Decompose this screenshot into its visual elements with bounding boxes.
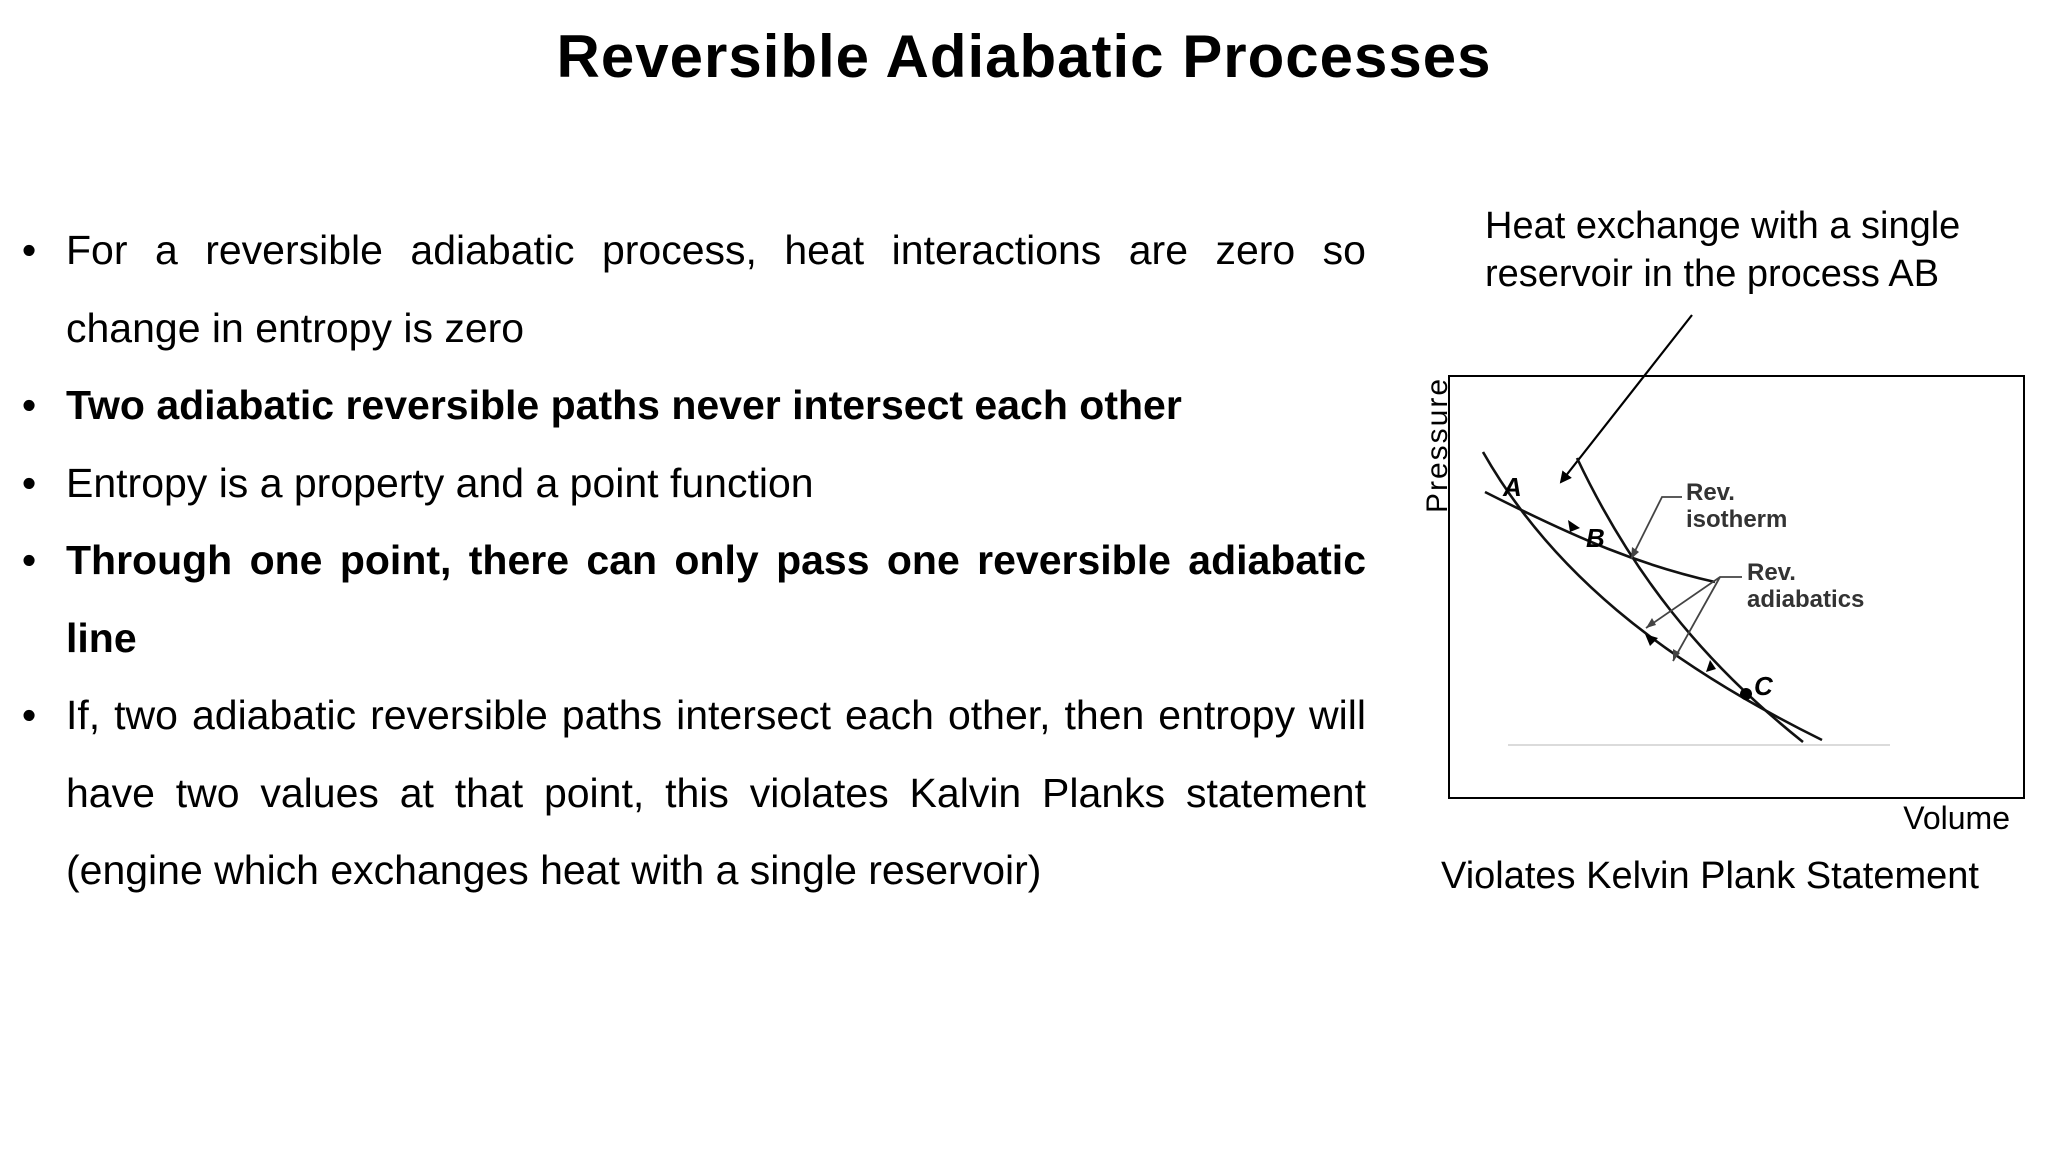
- point-c-label: C: [1754, 671, 1773, 701]
- plot-frame: [1449, 376, 2024, 798]
- slide-title: Reversible Adiabatic Processes: [556, 23, 1492, 90]
- bullet-item-5: [14, 677, 1366, 910]
- bullet-marker: •: [21, 382, 37, 428]
- adiabatics-label-line2: adiabatics: [1747, 586, 1865, 613]
- isotherm-direction-arrow: [1568, 520, 1580, 532]
- bullet-marker: •: [21, 227, 37, 273]
- point-a-label: A: [1503, 472, 1522, 502]
- bullet-list: [14, 212, 1366, 910]
- figure-caption: Violates Kelvin Plank Statement: [1441, 855, 1979, 897]
- annotation-arrow: [1561, 315, 1692, 482]
- adiabatics-leader-2: [1673, 577, 1720, 661]
- bullet-item-3: [14, 445, 1366, 523]
- pv-diagram-figure: [1380, 190, 2040, 910]
- bullet-item-4: [14, 522, 1366, 677]
- bullet-marker: •: [21, 459, 37, 506]
- point-c-marker: [1740, 688, 1752, 700]
- bullet-text: Through one point, there can only pass one reversible adiabatic line: [66, 537, 1366, 661]
- x-axis-label: Volume: [1903, 800, 2010, 836]
- figure-annotation: Heat exchange with a single reservoir in the process AB: [1485, 205, 1961, 295]
- bullet-text: For a reversible adiabatic process, heat interactions are zero so change in entropy is zero: [66, 227, 1366, 351]
- isotherm-label-line2: isotherm: [1686, 506, 1788, 533]
- adiabatics-label-line1: Rev.: [1747, 559, 1796, 586]
- bullet-item-1: [14, 212, 1366, 367]
- y-axis-label: Pressure: [1421, 376, 1454, 514]
- bullet-item-2: [14, 367, 1366, 445]
- adiabatics-leader-1-arrowhead: [1646, 618, 1656, 628]
- point-b-label: B: [1586, 523, 1605, 553]
- isotherm-leader: [1631, 497, 1682, 559]
- adiabatics-leader-1: [1646, 577, 1742, 628]
- isotherm-label-line1: Rev.: [1686, 479, 1735, 506]
- bullet-text: If, two adiabatic reversible paths intersect each other, then entropy will have two values at that point, this violates Kalvin Planks statement (engine which exchanges heat with a single reservoir): [66, 692, 1366, 893]
- bullet-marker: •: [21, 692, 37, 738]
- bullet-marker: •: [21, 537, 37, 583]
- bullet-text: Entropy is a property and a point function: [66, 459, 814, 506]
- isotherm-leader-arrowhead: [1631, 547, 1639, 559]
- bullet-text: Two adiabatic reversible paths never intersect each other: [66, 382, 1182, 428]
